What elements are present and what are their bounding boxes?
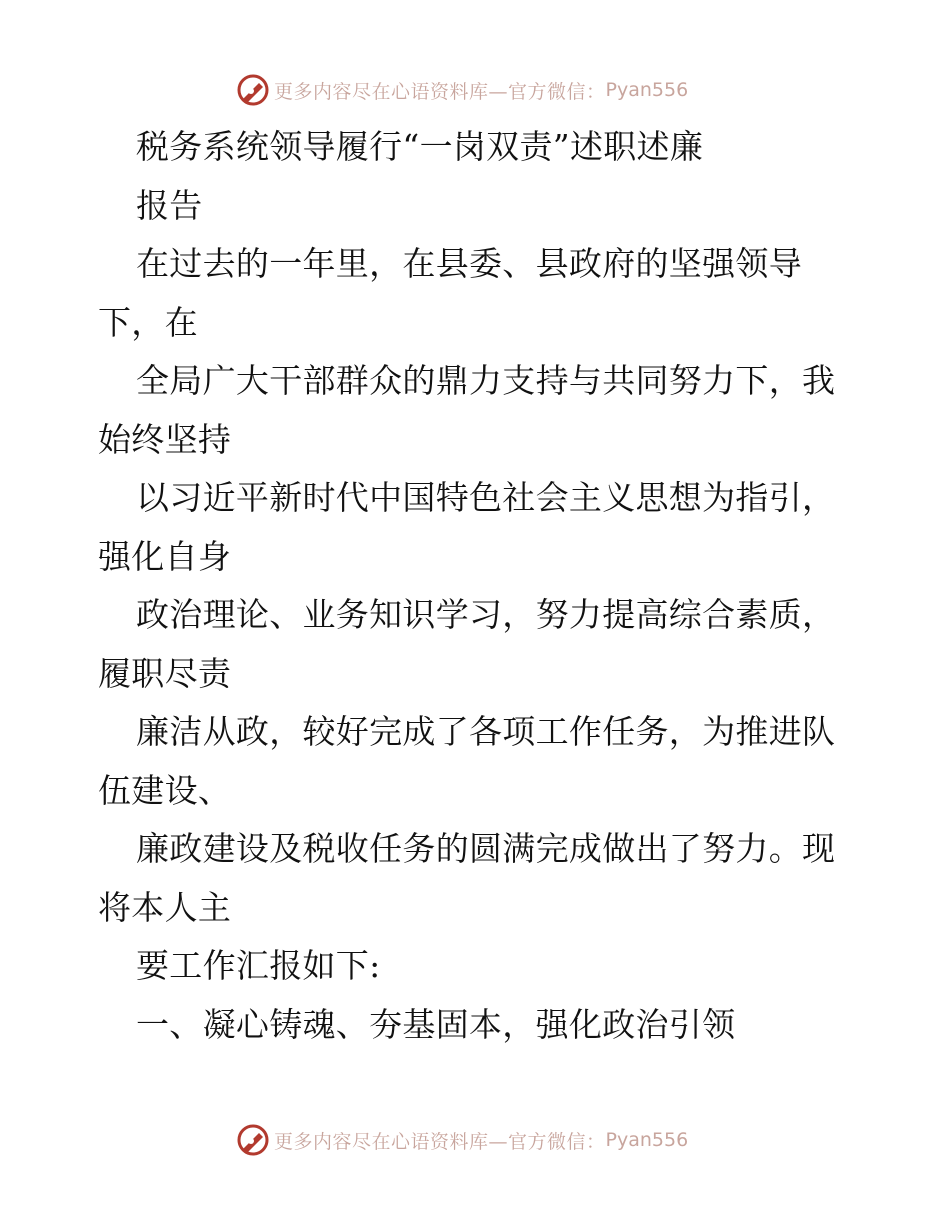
text-line: 一、凝心铸魂、夯基固本，强化政治引领: [136, 1004, 736, 1044]
footer-banner-text: 更多内容尽在心语资料库—官方微信：: [274, 1130, 606, 1153]
text-line: 全局广大干部群众的鼎力支持与共同努力下，我: [136, 361, 836, 400]
text-line: 将本人主: [98, 887, 232, 927]
pen-logo-icon: [236, 1123, 270, 1157]
footer-watermark-banner: [236, 1122, 688, 1158]
pen-logo-icon: [236, 73, 270, 107]
text-line: 要工作汇报如下:: [136, 946, 381, 985]
text-line: 税务系统领导履行“一岗双责”述职述廉: [136, 127, 704, 166]
document-body: [98, 118, 858, 1054]
text-line: 始终坚持: [98, 419, 232, 459]
header-watermark-banner: [236, 72, 688, 108]
text-line: 廉政建设及税收任务的圆满完成做出了努力。现: [136, 829, 836, 868]
footer-banner-wechat-id: Pyan556: [605, 1129, 689, 1151]
text-line: 廉洁从政，较好完成了各项工作任务，为推进队: [136, 712, 836, 751]
header-banner-wechat-id: Pyan556: [605, 79, 689, 101]
text-line: 履职尽责: [98, 653, 232, 693]
text-line: 政治理论、业务知识学习，努力提高综合素质，: [136, 595, 836, 634]
text-line: 强化自身: [98, 536, 232, 576]
text-line: 下，在: [98, 302, 198, 342]
text-line: 以习近平新时代中国特色社会主义思想为指引，: [136, 478, 836, 517]
text-line: 伍建设、: [98, 770, 232, 810]
text-line: 在过去的一年里，在县委、县政府的坚强领导: [136, 244, 802, 283]
header-banner-text: 更多内容尽在心语资料库—官方微信：: [274, 80, 606, 103]
text-line: 报告: [136, 185, 203, 225]
